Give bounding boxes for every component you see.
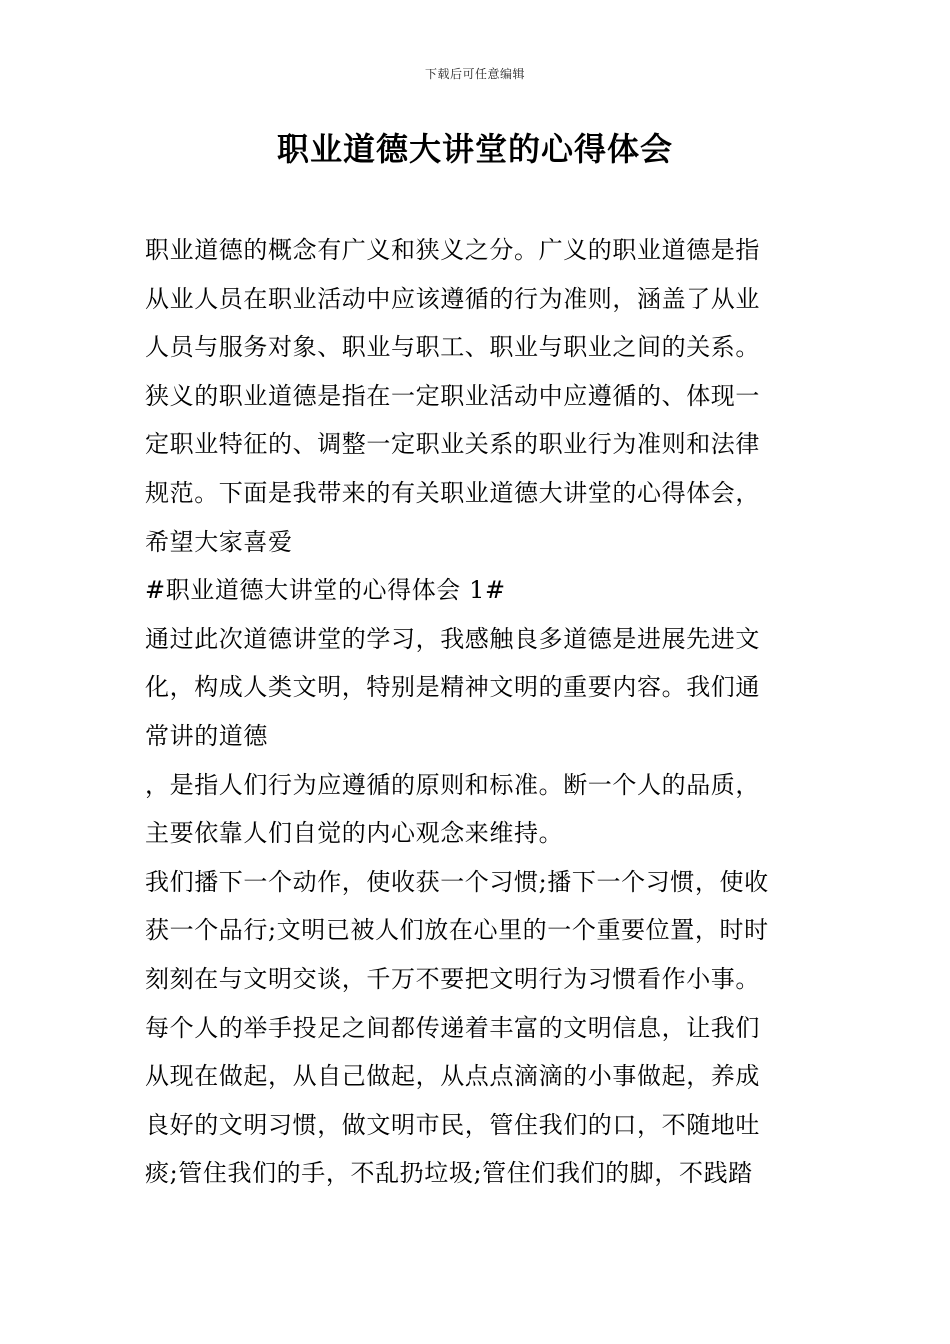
body-line: 定职业特征的、调整一定职业关系的职业行为准则和法律 (145, 430, 760, 459)
body-line: 获一个品行;文明已被人们放在心里的一个重要位置，时时 (145, 916, 769, 945)
body-line: 我们播下一个动作，使收获一个习惯;播下一个习惯，使收 (145, 867, 769, 896)
body-line: 希望大家喜爱 (145, 527, 293, 556)
body-line: 狭义的职业道德是指在一定职业活动中应遵循的、体现一 (145, 381, 760, 410)
body-line: 痰;管住我们的手，不乱扔垃圾;管住们我们的脚，不践踏 (145, 1159, 753, 1188)
body-line: 良好的文明习惯，做文明市民，管住我们的口，不随地吐 (145, 1110, 760, 1139)
body-line: ，是指人们行为应遵循的原则和标准。断一个人的品质， (145, 770, 760, 799)
body-line: 人员与服务对象、职业与职工、职业与职业之间的关系。 (145, 333, 760, 362)
body-line: 每个人的举手投足之间都传递着丰富的文明信息，让我们 (145, 1013, 760, 1042)
body-line: 主要依靠人们自觉的内心观念来维持。 (145, 819, 564, 848)
header-note: 下载后可任意编辑 (424, 67, 525, 81)
page-title: 职业道德大讲堂的心得体会 (276, 130, 673, 168)
body-line: 规范。下面是我带来的有关职业道德大讲堂的心得体会， (145, 478, 760, 507)
body-line: 职业道德的概念有广义和狭义之分。广义的职业道德是指 (145, 236, 760, 264)
body-line: 化，构成人类文明，特别是精神文明的重要内容。我们通 (145, 673, 760, 702)
document-body (145, 226, 815, 1198)
section-heading: #职业道德大讲堂的心得体会 1# (145, 576, 506, 605)
body-line: 刻刻在与文明交谈，千万不要把文明行为习惯看作小事。 (145, 964, 760, 993)
body-line: 从现在做起，从自己做起，从点点滴滴的小事做起，养成 (145, 1062, 760, 1091)
body-line: 通过此次道德讲堂的学习，我感触良多道德是进展先进文 (145, 624, 760, 653)
body-line: 常讲的道德 (145, 721, 268, 750)
body-line: 从业人员在职业活动中应该遵循的行为准则，涵盖了从业 (145, 284, 760, 313)
